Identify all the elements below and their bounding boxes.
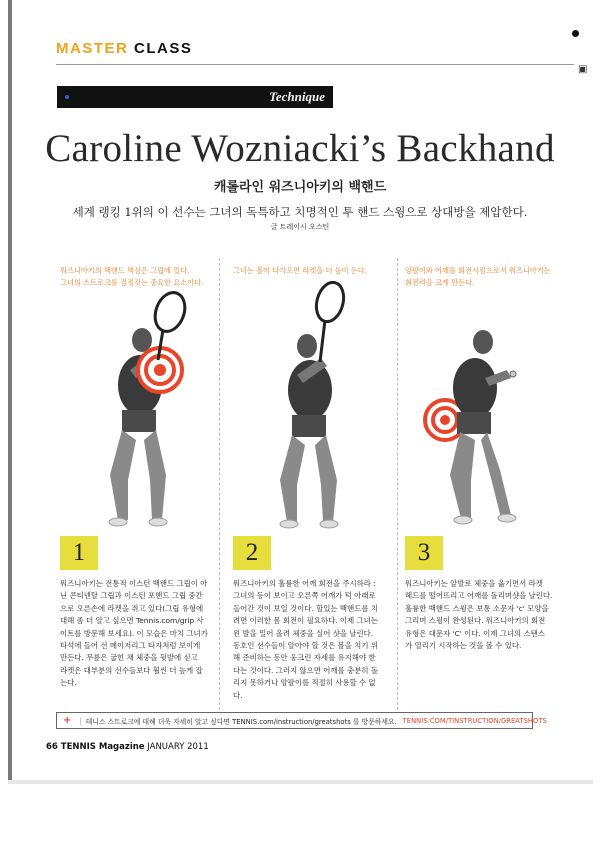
caption-line: 그녀는 볼이 다가오면 라켓을 더 높이 든다. <box>233 266 368 275</box>
body-line: 는다. <box>60 678 77 688</box>
body-line: 가 열리기 시작하는 것을 볼 수 있다. <box>405 641 522 651</box>
corner-mark-icon: ▣ <box>578 64 588 75</box>
article-lead: 세계 랭킹 1위의 이 선수는 그녀의 독특하고 치명적인 투 핸드 스윙으로 상대방을 제압한다. <box>72 205 528 219</box>
page-footer <box>46 742 209 752</box>
step-number-1: 1 <box>60 536 98 570</box>
body-line: 닌 콘티넨탈 그립과 이스턴 포핸드 그립 중간 <box>60 591 203 601</box>
step-body-2 <box>233 578 393 702</box>
body-line: 들어간 것이 보일 것이다. 할있는 백핸드를 치 <box>233 603 378 613</box>
body-line: 라켓은 대부분의 선수들보다 훨씬 더 높게 잡 <box>60 665 203 675</box>
article-title: Caroline Wozniacki’s Backhand <box>45 127 555 170</box>
section-header <box>56 40 192 57</box>
body-line: 워즈니아키는 전통적 이스턴 백핸드 그립이 아 <box>60 579 208 588</box>
header-rule <box>56 64 574 65</box>
corner-dot <box>572 30 579 37</box>
body-line: 워즈니아키의 훌륭한 어깨 회전을 주시하라 : <box>233 579 376 588</box>
banner-dot-icon <box>65 95 69 99</box>
step-number-2: 2 <box>233 536 271 570</box>
player-photo-3 <box>415 310 550 530</box>
step-body-3 <box>405 578 565 652</box>
technique-banner <box>57 86 333 108</box>
step-number-3: 3 <box>405 536 443 570</box>
step-body-1 <box>60 578 216 690</box>
section-header-class: CLASS <box>134 40 193 57</box>
body-line: 그리며 스윙이 완성된다. 워즈니아키의 회전 <box>405 616 546 626</box>
caption-3 <box>405 265 551 289</box>
footer-text: 테니스 스트로크에 대해 더욱 자세히 알고 싶다면 TENNIS.com/instruction/greatshots 를 방문하세요. <box>85 717 397 726</box>
body-line: 다는 것이다. 그러지 않으면 어깨를 충분히 돌 <box>233 665 378 675</box>
issue-date: JANUARY 2011 <box>147 742 209 752</box>
scan-edge <box>8 0 12 780</box>
body-line: 해 준비하는 동안 웅크린 자세를 유지해야 한 <box>233 653 376 663</box>
body-line: 왼 발을 밀어 올려 체중을 실어 샷을 날린다. <box>233 628 374 638</box>
column-divider <box>397 258 398 710</box>
footer-callout <box>56 712 547 729</box>
caption-line: 그녀의 스트로크를 결정짓는 중요한 요소이다. <box>60 278 204 287</box>
caption-line: 회전력을 크게 만든다. <box>405 278 475 287</box>
body-line: 그녀의 등이 보이고 오른쪽 어깨가 턱 아래로 <box>233 591 376 601</box>
body-line: 만든다. 무릎은 굽힌 채 체중을 뒷발에 싣고 <box>60 653 198 663</box>
body-line: 워즈니아키는 앞발로 체중을 옮기면서 라켓 <box>405 579 543 588</box>
player-photo-2 <box>245 280 380 530</box>
body-line: 유형은 대문자 'C' 이다. 이제 그녀의 스탠스 <box>405 628 545 638</box>
body-line: 타석에 들어 선 메이저리그 타자처럼 보이게 <box>60 641 201 651</box>
banner-label: Technique <box>269 89 325 104</box>
footer-separator: | <box>79 716 82 725</box>
article-byline: 글 트레이시 오스틴 <box>270 223 330 231</box>
article-subtitle: 캐롤라인 워즈니아키의 백핸드 <box>213 180 387 195</box>
footer-url-link[interactable]: TENNIS.COM/TINSTRUCTION/GREATSHOTS <box>402 716 547 725</box>
body-line: 리지 못하거나 양팔이를 적절히 사용할 수 없 <box>233 678 376 688</box>
scan-bottom-edge <box>8 780 593 784</box>
body-line: 려면 이러한 몸 회전이 필요하다. 이제 그녀는 <box>233 616 378 626</box>
body-line: 다. <box>233 690 243 700</box>
page-number: 66 TENNIS Magazine <box>46 742 145 752</box>
section-header-master: MASTER <box>56 40 129 57</box>
body-line: 헤드를 떨어뜨리고 어깨를 돌리며샷을 날린다. <box>405 591 553 601</box>
caption-2 <box>233 265 367 277</box>
body-line: 동호인 선수들이 알아야 할 것은 볼을 치기 위 <box>233 641 378 651</box>
player-photo-1 <box>70 290 205 530</box>
caption-line: 워즈니아키의 백핸드 핵심은 그립에 있다. <box>60 266 190 275</box>
plus-icon: + <box>63 715 72 726</box>
body-line: 으로 오른손에 라켓을 쥐고 있다(그립 유형에 <box>60 603 204 613</box>
body-line: 이트를 방문해 보세요). 이 모습은 마치 그녀가 <box>60 628 208 638</box>
caption-line: 양팔이와 어깨를 회전시킴으로서 워즈니아키는 <box>405 266 551 275</box>
body-line: 대해 좀 더 알고 싶으면 Tennis.com/grip 사 <box>60 616 204 626</box>
column-divider <box>219 258 220 710</box>
body-line: 훌륭한 백핸드 스윙은 보통 소문자 'c' 모양을 <box>405 603 549 613</box>
caption-1 <box>60 265 203 289</box>
